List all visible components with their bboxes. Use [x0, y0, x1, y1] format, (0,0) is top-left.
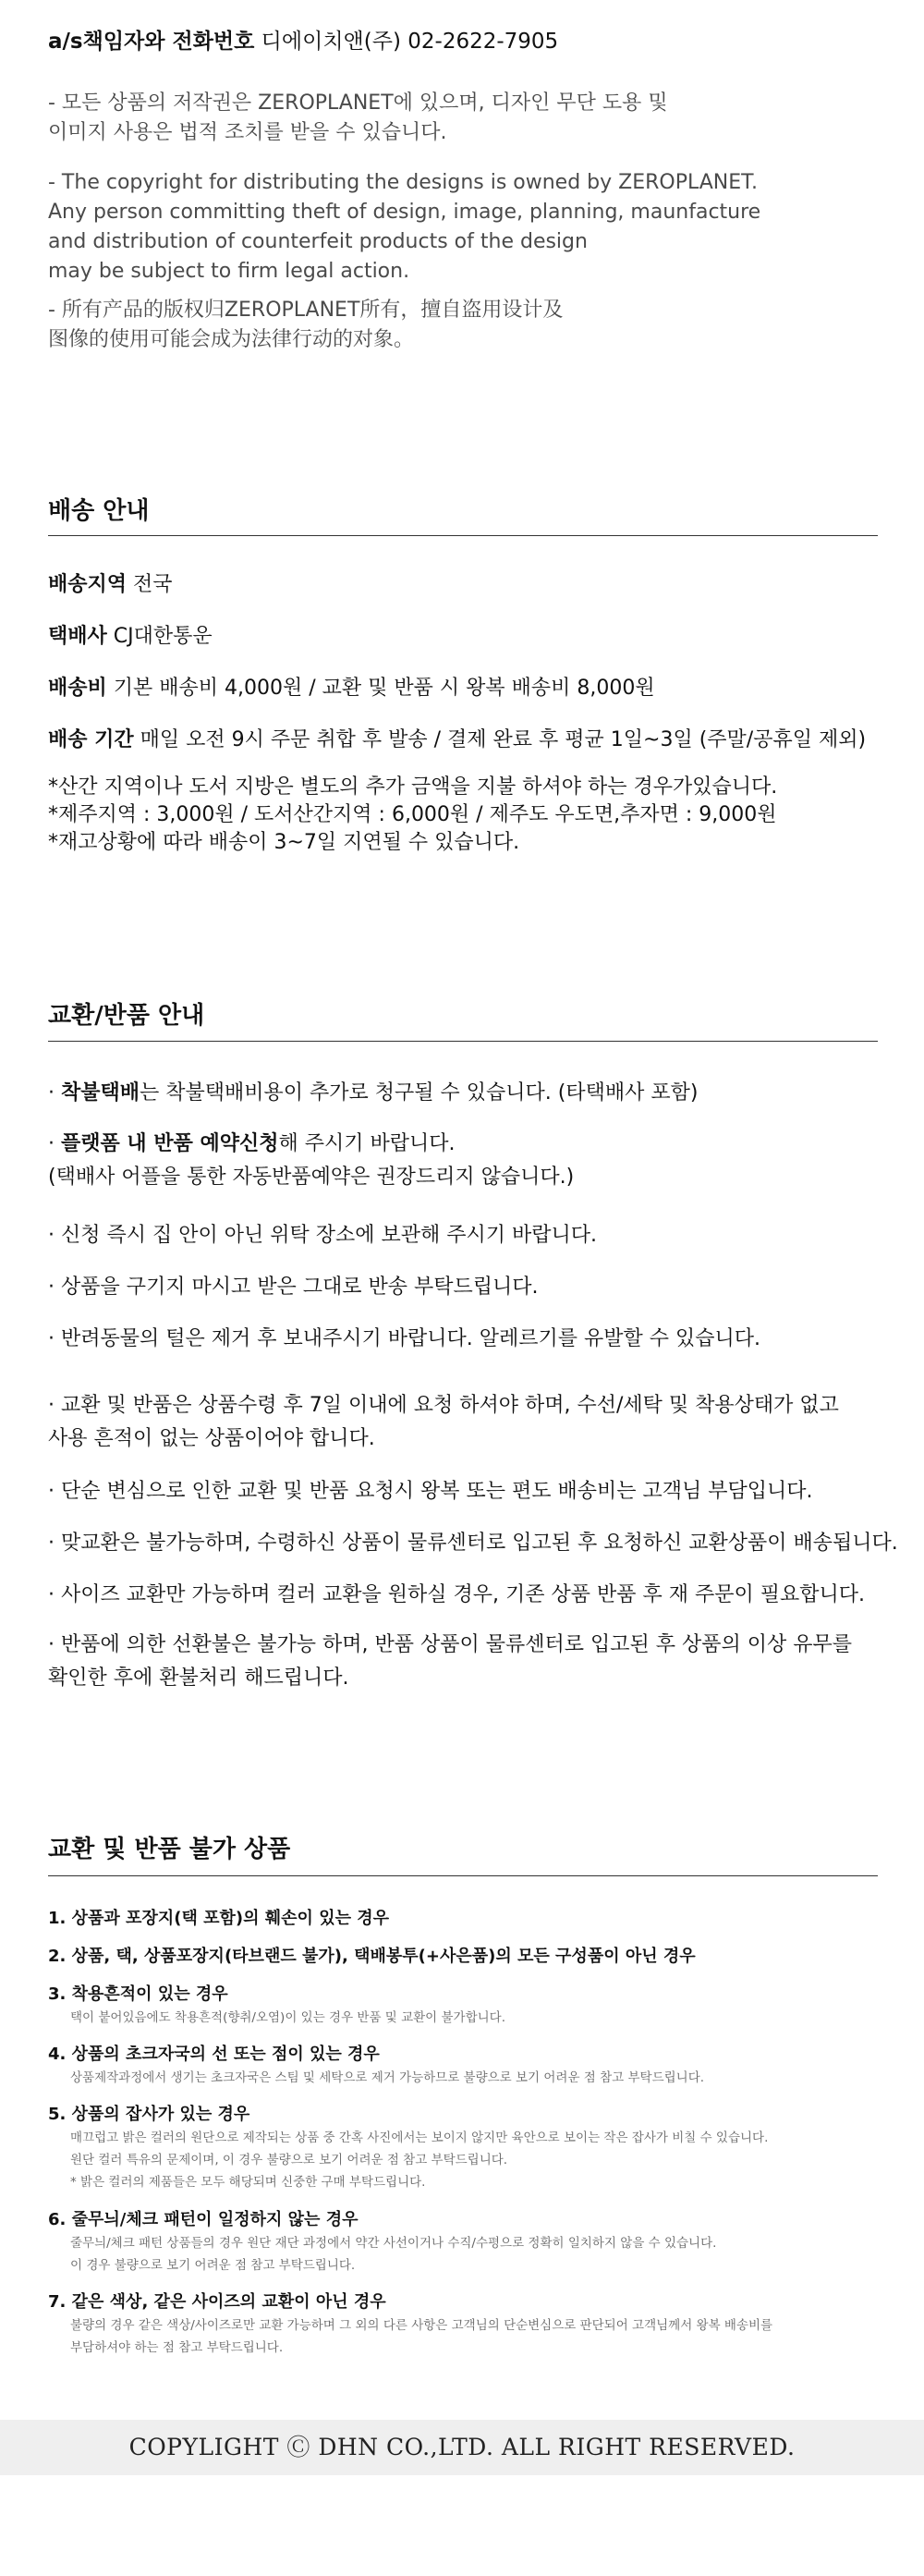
- no-return-item: 6. 줄무늬/체크 패턴이 일정하지 않는 경우 줄무늬/체크 패턴 상품들의 경우 원단 재단 과정에서 약간 사선이거나 수직/수평으로 정확히 일치하지 않을 수 있습니다. 이 경우 불량으로 보기 어려운 점 참고 부탁드립니다.: [48, 2210, 717, 2273]
- no-return-item: 5. 상품의 잡사가 있는 경우 매끄럽고 밝은 컬러의 원단으로 제작되는 상품 중 간혹 사진에서는 보이지 않지만 육안으로 보이는 작은 잡사가 비칠 수 있습니다. 원단 컬러 특유의 문제이며, 이 경우 불량으로 보기 어려운 점 참고 부탁드립니다. * 밝은 컬러의 제품들은 모두 해당되며 신중한 구매 부탁드립니다.: [48, 2105, 769, 2190]
- exchange-item: · 신청 즉시 집 안이 아닌 위탁 장소에 보관해 주시기 바랍니다.: [48, 1224, 597, 1247]
- shipping-notes: *산간 지역이나 도서 지방은 별도의 추가 금액을 지불 하셔야 하는 경우가있습니다. *제주지역 : 3,000원 / 도서산간지역 : 6,000원 / 제주도 우도면,추자면 : 9,000원 *재고상황에 따라 배송이 3~7일 지연될 수 있습니다.: [48, 775, 778, 854]
- shipping-period: 배송 기간 매일 오전 9시 주문 취합 후 발송 / 결제 완료 후 평균 1일~3일 (주말/공휴일 제외): [48, 728, 867, 751]
- shipping-carrier: 택배사 CJ대한통운: [48, 625, 213, 648]
- exchange-item: · 맞교환은 불가능하며, 수령하신 상품이 물류센터로 입고된 후 요청하신 교환상품이 배송됩니다.: [48, 1532, 898, 1555]
- exchange-item: · 상품을 구기지 마시고 받은 그대로 반송 부탁드립니다.: [48, 1276, 539, 1299]
- copyright-notice-ko: - 모든 상품의 저작권은 ZEROPLANET에 있으며, 디자인 무단 도용 및 이미지 사용은 법적 조치를 받을 수 있습니다.: [48, 92, 668, 144]
- exchange-item: · 사이즈 교환만 가능하며 컬러 교환을 원하실 경우, 기존 상품 반품 후 재 주문이 필요합니다.: [48, 1583, 865, 1606]
- as-contact-value: 디에이치앤(주) 02-2622-7905: [254, 30, 559, 54]
- exchange-item: · 단순 변심으로 인한 교환 및 반품 요청시 왕복 또는 편도 배송비는 고객님 부담입니다.: [48, 1480, 813, 1503]
- no-return-divider: [48, 1875, 878, 1876]
- exchange-item: · 반려동물의 털은 제거 후 보내주시기 바랍니다. 알레르기를 유발할 수 있습니다.: [48, 1327, 760, 1350]
- exchange-item: · 교환 및 반품은 상품수령 후 7일 이내에 요청 하셔야 하며, 수선/세탁 및 착용상태가 없고 사용 흔적이 없는 상품이어야 합니다.: [48, 1394, 839, 1450]
- no-return-item: 1. 상품과 포장지(택 포함)의 훼손이 있는 경우: [48, 1909, 390, 1928]
- exchange-title: 교환/반품 안내: [48, 1002, 205, 1030]
- no-return-title: 교환 및 반품 불가 상품: [48, 1836, 291, 1863]
- no-return-item: 3. 착용흔적이 있는 경우 택이 붙어있음에도 착용흔적(향취/오염)이 있는 경우 반품 및 교환이 불가합니다.: [48, 1984, 506, 2025]
- copyright-footer: COPYLIGHT Ⓒ DHN CO.,LTD. ALL RIGHT RESERVED.: [0, 2420, 924, 2475]
- no-return-item: 7. 같은 색상, 같은 사이즈의 교환이 아닌 경우 불량의 경우 같은 색상/사이즈로만 교환 가능하며 그 외의 다른 사항은 고객님의 단순변심으로 판단되어 고객님께서 왕복 배송비를 부담하셔야 하는 점 참고 부탁드립니다.: [48, 2292, 773, 2355]
- shipping-fee: 배송비 기본 배송비 4,000원 / 교환 및 반품 시 왕복 배송비 8,000원: [48, 677, 655, 700]
- as-contact-label: a/s책임자와 전화번호: [48, 30, 255, 54]
- no-return-item: 4. 상품의 초크자국의 선 또는 점이 있는 경우 상품제작과정에서 생기는 초크자국은 스팀 및 세탁으로 제거 가능하므로 불량으로 보기 어려운 점 참고 부탁드립니다.: [48, 2045, 705, 2085]
- exchange-item: · 플랫폼 내 반품 예약신청해 주시기 바랍니다. (택배사 어플을 통한 자동반품예약은 권장드리지 않습니다.): [48, 1132, 575, 1189]
- exchange-divider: [48, 1041, 878, 1042]
- no-return-item: 2. 상품, 택, 상품포장지(타브랜드 불가), 택배봉투(+사은품)의 모든 구성품이 아닌 경우: [48, 1947, 696, 1966]
- shipping-title: 배송 안내: [48, 497, 150, 525]
- shipping-divider: [48, 535, 878, 536]
- exchange-item: · 반품에 의한 선환불은 불가능 하며, 반품 상품이 물류센터로 입고된 후 상품의 이상 유무를 확인한 후에 환불처리 해드립니다.: [48, 1633, 852, 1690]
- copyright-notice-en: - The copyright for distributing the designs is owned by ZEROPLANET. Any person committing theft of design, image, planning, maunfacture and distribution of counterfeit products of the design may be subject to firm legal action.: [48, 171, 761, 283]
- shipping-area: 배송지역 전국: [48, 573, 173, 596]
- copyright-notice-zh: - 所有产品的版权归ZEROPLANET所有，擅自盗用设计及 图像的使用可能会成为法律行动的对象。: [48, 299, 564, 351]
- exchange-item: · 착불택배는 착불택배비용이 추가로 청구될 수 있습니다. (타택배사 포함): [48, 1081, 699, 1105]
- as-contact: [48, 24, 558, 55]
